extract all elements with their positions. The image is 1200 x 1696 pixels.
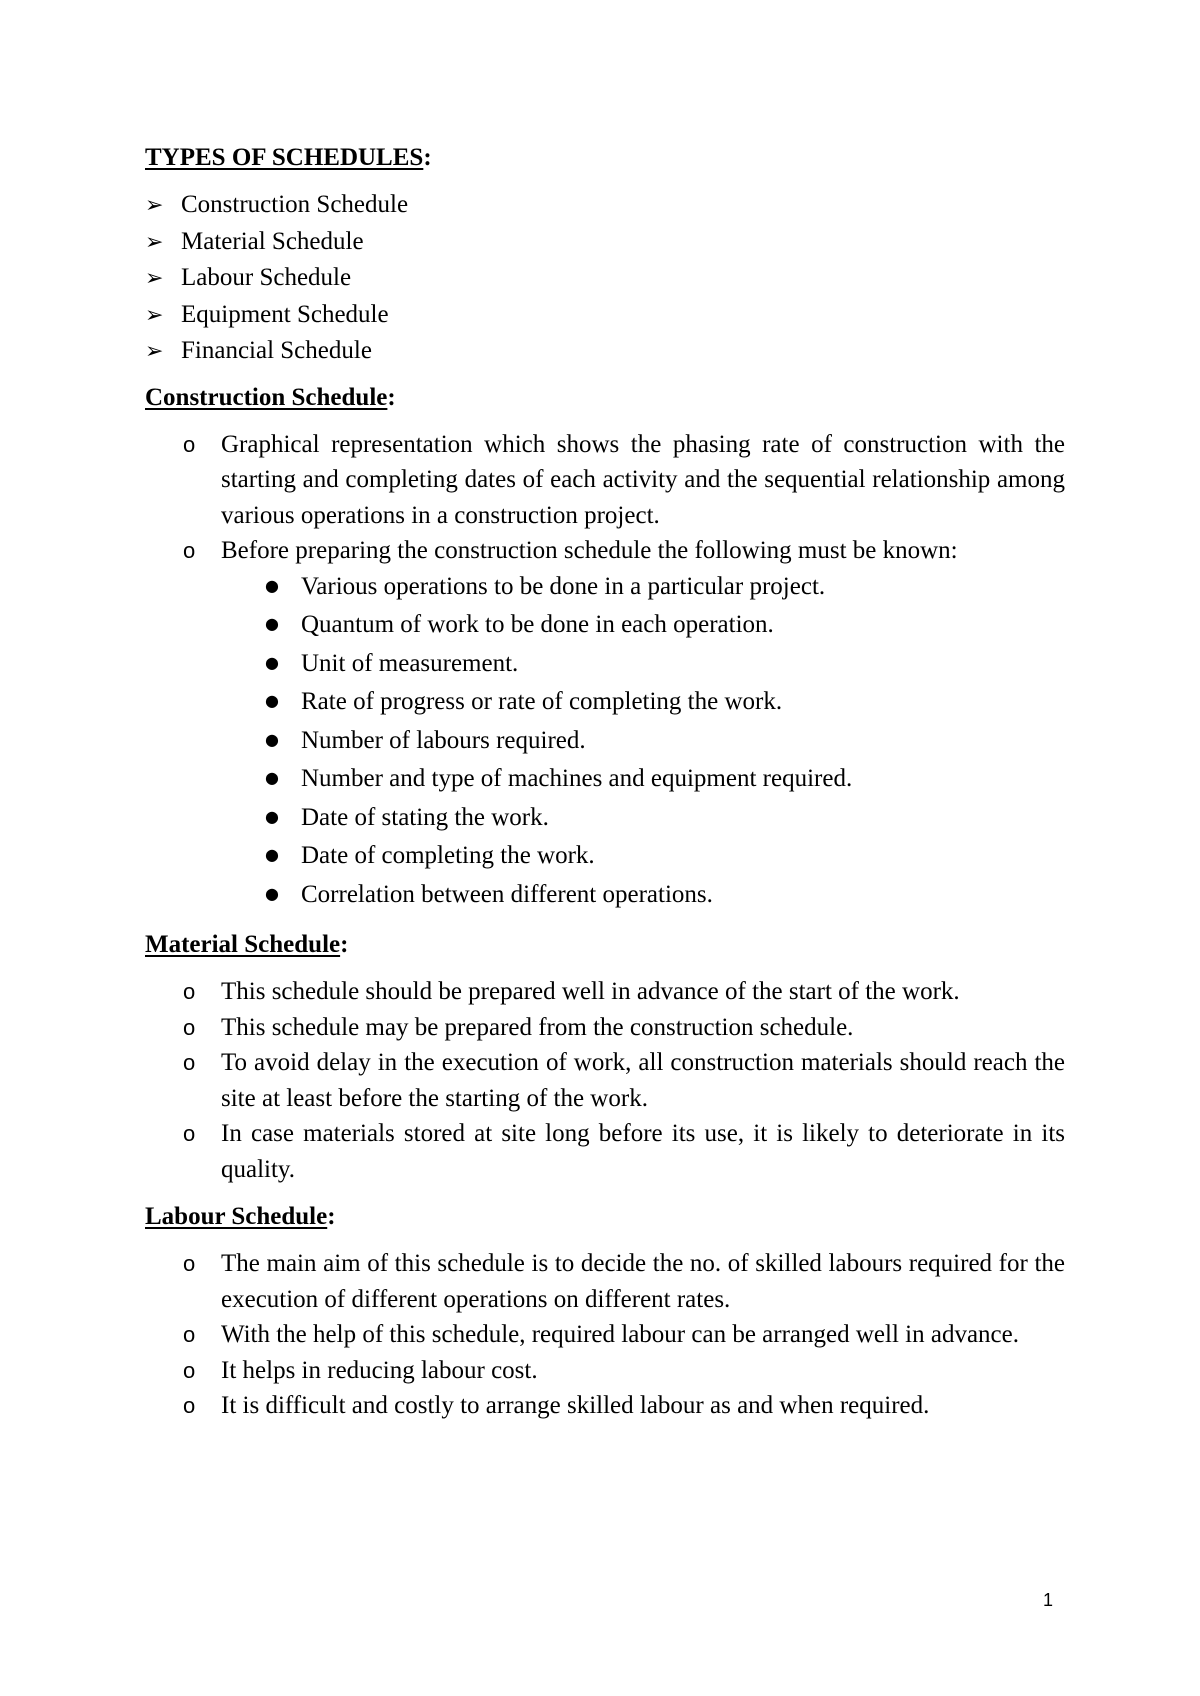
list-item — [145, 427, 1065, 534]
list-item — [145, 1010, 1065, 1046]
material-schedule-heading: Material Schedule: — [145, 931, 349, 958]
list-item-text: Graphical representation which shows the phasing rate of construction with the starting and completing dates of each activity and the sequential relationship among various operations in a construction project. — [221, 430, 1065, 529]
list-item — [265, 877, 1065, 916]
list-item-text: Date of completing the work. — [301, 842, 595, 869]
list-item — [265, 838, 1065, 877]
list-item-text: Unit of measurement. — [301, 649, 519, 677]
document-page — [145, 140, 1065, 1436]
dot-bullet-icon: ● — [265, 883, 279, 903]
list-item-text: Equipment Schedule — [181, 300, 389, 328]
dot-bullet-icon: ● — [265, 768, 279, 787]
heading-text: Material Schedule — [145, 931, 341, 958]
heading-text: Labour Schedule — [145, 1203, 328, 1230]
list-item — [145, 1116, 1065, 1187]
list-item-text: Financial Schedule — [181, 337, 372, 364]
list-item-text: To avoid delay in the execution of work, all construction materials should reach the site at least before the starting of the work. — [221, 1049, 1065, 1112]
list-item — [145, 1388, 1065, 1424]
circle-bullet-icon: o — [183, 538, 196, 563]
construction-schedule-heading: Construction Schedule: — [145, 383, 396, 411]
page-title-text: TYPES OF SCHEDULES — [145, 144, 424, 171]
list-item-text: With the help of this schedule, required labour can be arranged well in advance. — [221, 1321, 1019, 1348]
circle-bullet-icon: o — [183, 1322, 196, 1347]
dot-bullet-icon: ● — [265, 806, 279, 826]
list-item — [265, 569, 1065, 608]
list-item-text: This schedule should be prepared well in advance of the start of the work. — [221, 978, 960, 1005]
circle-bullet-icon: o — [183, 431, 196, 457]
circle-bullet-icon: o — [183, 1251, 196, 1276]
arrow-bullet-icon: ➢ — [145, 339, 164, 364]
list-item — [145, 260, 1065, 297]
list-item-text: Material Schedule — [181, 227, 364, 255]
construction-schedule-points — [145, 427, 1065, 569]
title-colon: : — [423, 144, 432, 171]
list-item-text: Number and type of machines and equipment required. — [301, 765, 853, 792]
labour-schedule-heading: Labour Schedule: — [145, 1203, 336, 1230]
list-item-text: Number of labours required. — [301, 726, 586, 754]
circle-bullet-icon: o — [183, 1050, 196, 1075]
list-item-text: Date of stating the work. — [301, 803, 549, 831]
list-item — [265, 607, 1065, 646]
circle-bullet-icon: o — [183, 1014, 196, 1040]
circle-bullet-icon: o — [183, 1393, 196, 1418]
labour-schedule-points — [145, 1246, 1065, 1424]
list-item-text: It helps in reducing labour cost. — [221, 1356, 538, 1384]
prerequisites-list — [145, 569, 1065, 916]
arrow-bullet-icon: ➢ — [145, 302, 164, 328]
page-number: 1 — [1043, 1590, 1054, 1610]
arrow-bullet-icon: ➢ — [145, 266, 164, 291]
list-item-text: Labour Schedule — [181, 264, 352, 291]
list-item-text: Rate of progress or rate of completing the work. — [301, 688, 783, 715]
dot-bullet-icon: ● — [265, 575, 279, 595]
page-title — [145, 140, 1065, 176]
arrow-bullet-icon: ➢ — [145, 193, 164, 218]
arrow-bullet-icon: ➢ — [145, 229, 164, 255]
dot-bullet-icon: ● — [265, 652, 279, 672]
dot-bullet-icon: ● — [265, 614, 279, 633]
list-item — [145, 1246, 1065, 1317]
list-item — [145, 187, 1065, 224]
dot-bullet-icon: ● — [265, 845, 279, 864]
list-item-text: It is difficult and costly to arrange skilled labour as and when required. — [221, 1392, 930, 1419]
list-item — [145, 224, 1065, 261]
list-item-text: Construction Schedule — [181, 191, 409, 218]
list-item — [145, 1353, 1065, 1389]
list-item-text: In case materials stored at site long before its use, it is likely to deteriorate in its quality. — [221, 1120, 1065, 1183]
schedule-types-list — [145, 187, 1065, 370]
list-item — [265, 684, 1065, 723]
circle-bullet-icon: o — [183, 1121, 196, 1146]
list-item — [265, 646, 1065, 685]
heading-text: Construction Schedule — [145, 383, 388, 411]
list-item — [265, 723, 1065, 762]
dot-bullet-icon: ● — [265, 691, 279, 710]
circle-bullet-icon: o — [183, 1357, 196, 1383]
list-item-text: Before preparing the construction schedule the following must be known: — [221, 537, 958, 564]
dot-bullet-icon: ● — [265, 729, 279, 749]
list-item-text: Various operations to be done in a particular project. — [301, 572, 826, 600]
list-item — [145, 533, 1065, 569]
list-item — [265, 800, 1065, 839]
list-item — [145, 297, 1065, 334]
list-item-text: This schedule may be prepared from the construction schedule. — [221, 1013, 854, 1041]
list-item — [145, 974, 1065, 1010]
material-schedule-points — [145, 974, 1065, 1187]
list-item-text: Quantum of work to be done in each operation. — [301, 611, 774, 638]
circle-bullet-icon: o — [183, 979, 196, 1004]
list-item — [265, 761, 1065, 800]
list-item — [145, 1317, 1065, 1353]
list-item — [145, 333, 1065, 370]
list-item-text: The main aim of this schedule is to decide the no. of skilled labours required for the execution of different operations on different rates. — [221, 1250, 1065, 1313]
list-item-text: Correlation between different operations. — [301, 880, 713, 908]
list-item — [145, 1045, 1065, 1116]
